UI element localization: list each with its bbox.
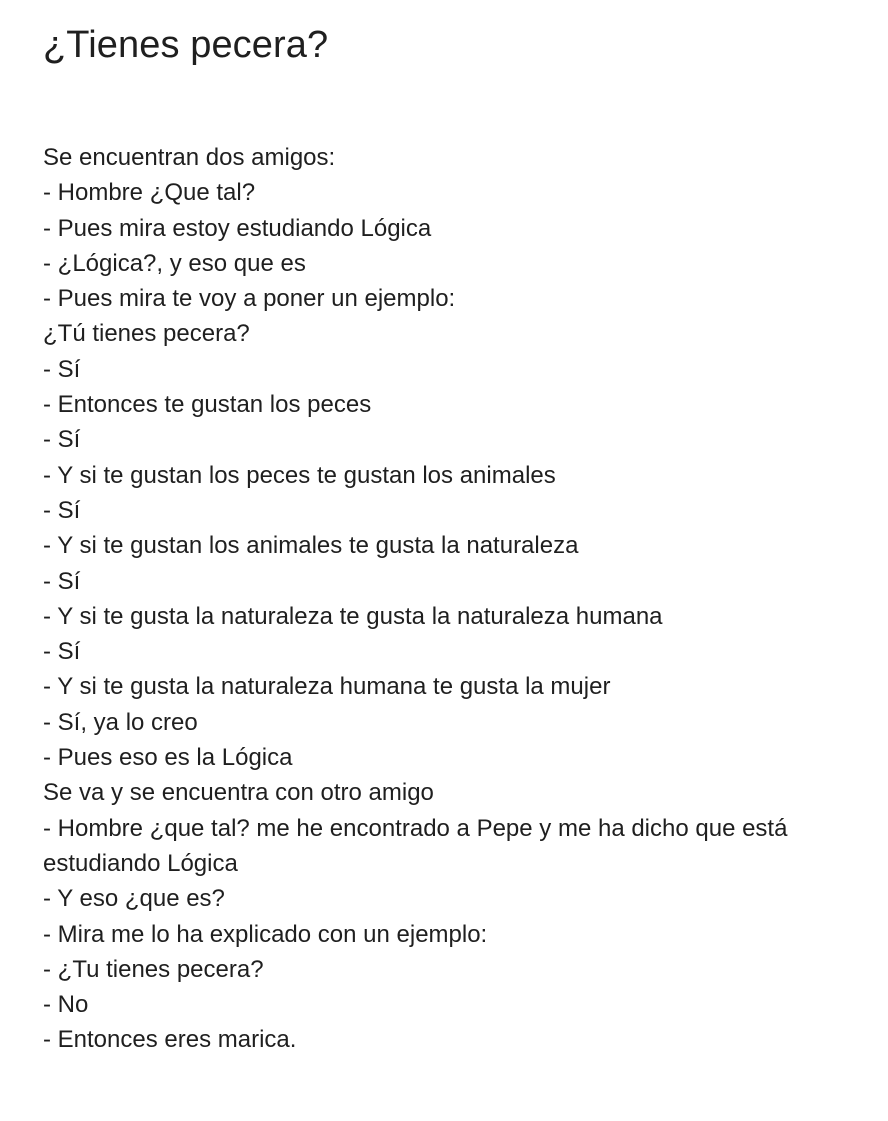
text-line: - Hombre ¿Que tal? — [43, 179, 256, 207]
text-line: - Entonces eres marica. — [43, 1026, 297, 1054]
text-line: - Y si te gusta la naturaleza te gusta la naturaleza humana — [43, 602, 663, 630]
text-line: - Sí, ya lo creo — [43, 708, 198, 736]
text-line: - Sí — [43, 355, 81, 383]
text-line: - No — [43, 991, 89, 1019]
text-line: ¿Tú tienes pecera? — [43, 320, 250, 348]
joke-document — [43, 0, 873, 1058]
text-line: - Sí — [43, 567, 81, 595]
text-line: - Sí — [43, 496, 81, 524]
text-line: - Y eso ¿que es? — [43, 885, 225, 913]
text-line: - Pues mira te voy a poner un ejemplo: — [43, 285, 456, 313]
text-line: - ¿Lógica?, y eso que es — [43, 249, 306, 277]
text-line: - ¿Tu tienes pecera? — [43, 955, 264, 983]
joke-body — [43, 140, 873, 1058]
text-line: Se encuentran dos amigos: — [43, 144, 336, 171]
text-line: - Sí — [43, 426, 81, 454]
text-line: - Entonces te gustan los peces — [43, 391, 372, 419]
text-line: - Y si te gusta la naturaleza humana te gusta la mujer — [43, 673, 611, 701]
text-line: - Sí — [43, 638, 81, 666]
text-line: - Y si te gustan los peces te gustan los animales — [43, 461, 556, 489]
text-line: - Mira me lo ha explicado con un ejemplo: — [43, 920, 488, 948]
page-title: ¿Tienes pecera? — [43, 24, 329, 66]
text-line: - Hombre ¿que tal? me he encontrado a Pepe y me ha dicho que está estudiando Lógica — [43, 814, 788, 877]
text-line: - Y si te gustan los animales te gusta la naturaleza — [43, 532, 579, 560]
text-line: - Pues eso es la Lógica — [43, 744, 293, 772]
text-line: - Pues mira estoy estudiando Lógica — [43, 214, 432, 242]
text-line: Se va y se encuentra con otro amigo — [43, 779, 434, 807]
